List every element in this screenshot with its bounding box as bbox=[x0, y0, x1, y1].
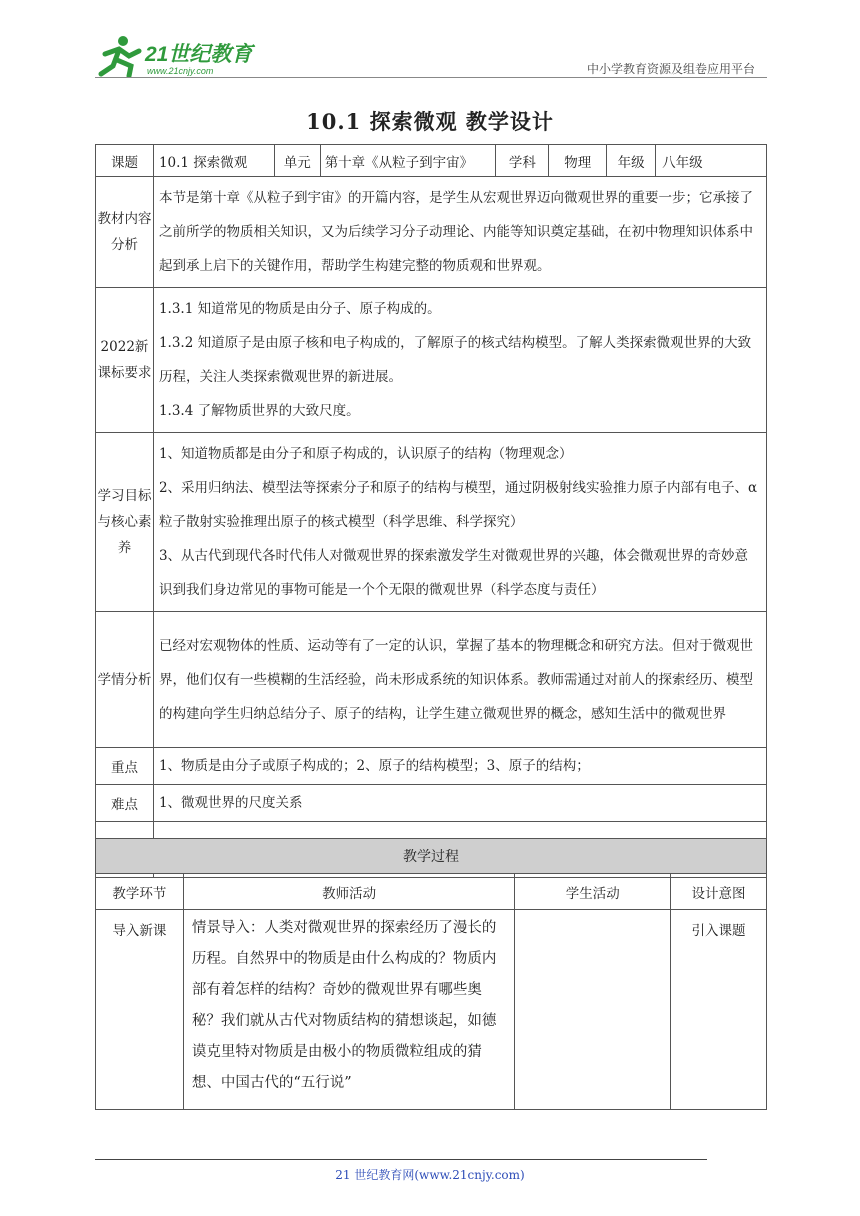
key-points-row bbox=[96, 748, 767, 785]
key-points-label: 重点 bbox=[96, 748, 154, 785]
objective-item: 2、采用归纳法、模型法等探索分子和原子的结构与模型，通过阴极射线实验推力原子内部有电子、α粒子散射实验推理出原子的核式模型（科学思维、科学探究） bbox=[158, 480, 758, 530]
standards-label: 2022新课标要求 bbox=[96, 288, 154, 433]
grade-label: 年级 bbox=[607, 145, 656, 177]
difficulties-label: 难点 bbox=[96, 785, 154, 822]
material-analysis-label: 教材内容分析 bbox=[96, 177, 154, 288]
column-header: 学生活动 bbox=[515, 874, 671, 910]
material-analysis-row bbox=[96, 177, 767, 288]
logo-text: 21世纪教育 bbox=[145, 43, 253, 66]
difficulties-row bbox=[96, 785, 767, 822]
objectives-label: 学习目标与核心素养 bbox=[96, 433, 154, 612]
learner-text: 已经对宏观物体的性质、运动等有了一定的认识，掌握了基本的物理概念和研究方法。但对于微观世界，他们仅有一些模糊的生活经验，尚未形成系统的知识体系。教师需通过对前人的探索经历、模型的构建向学生归纳总结分子、原子的结构，让学生建立微观世界的概念，感知生活中的微观世界 bbox=[153, 612, 766, 748]
student-activity-cell bbox=[515, 910, 671, 1110]
process-header-row bbox=[96, 874, 767, 910]
table-row bbox=[96, 910, 767, 1110]
unit-label: 单元 bbox=[274, 145, 320, 177]
page-title: 10.1 探索微观 教学设计 bbox=[306, 109, 554, 134]
topic-label: 课题 bbox=[96, 145, 154, 177]
column-header: 教学环节 bbox=[96, 874, 184, 910]
footer-link[interactable]: 21 世纪教育网(www.21cnjy.com) bbox=[335, 1168, 525, 1182]
design-intent-cell: 引入课题 bbox=[671, 910, 767, 1110]
process-section-row bbox=[96, 839, 767, 874]
column-header: 教师活动 bbox=[183, 874, 515, 910]
process-section-title: 教学过程 bbox=[96, 839, 767, 874]
standard-item: 1.3.2 知道原子是由原子核和电子构成的，了解原子的核式结构模型。了解人类探索微观世界的大致历程，关注人类探索微观世界的新进展。 bbox=[158, 335, 752, 385]
logo-url: www.21cnjy.com bbox=[147, 66, 214, 76]
subject-value: 物理 bbox=[549, 145, 607, 177]
objectives-content bbox=[153, 433, 766, 612]
subject-label: 学科 bbox=[496, 145, 549, 177]
unit-value: 第十章《从粒子到宇宙》 bbox=[320, 145, 496, 177]
teacher-activity-cell: 情景导入：人类对微观世界的探索经历了漫长的历程。自然界中的物质是由什么构成的？物质内部有着怎样的结构？奇妙的微观世界有哪些奥秘？我们就从古代对物质结构的猜想谈起，如德谟克里特对物质是由极小的物质微粒组成的猜想、中国古代的“五行说” bbox=[183, 910, 515, 1110]
objectives-row bbox=[96, 433, 767, 612]
key-points-text: 1、物质是由分子或原子构成的；2、原子的结构模型；3、原子的结构； bbox=[153, 748, 766, 785]
topic-value: 10.1 探索微观 bbox=[153, 145, 274, 177]
learner-label: 学情分析 bbox=[96, 612, 154, 748]
teaching-process-table bbox=[95, 838, 767, 1110]
difficulties-text: 1、微观世界的尺度关系 bbox=[153, 785, 766, 822]
site-logo[interactable] bbox=[95, 34, 265, 78]
lesson-info-table bbox=[95, 144, 767, 878]
stage-cell: 导入新课 bbox=[96, 910, 184, 1110]
column-header: 设计意图 bbox=[671, 874, 767, 910]
page-header bbox=[95, 30, 767, 80]
standard-item: 1.3.4 了解物质世界的大致尺度。 bbox=[158, 403, 360, 419]
runner-icon bbox=[101, 36, 139, 76]
objective-item: 3、从古代到现代各时代伟人对微观世界的探索激发学生对微观世界的兴趣，体会微观世界的奇妙意识到我们身边常见的事物可能是一个个无限的微观世界（科学态度与责任） bbox=[158, 548, 749, 598]
objective-item: 1、知道物质都是由分子和原子构成的，认识原子的结构（物理观念） bbox=[158, 446, 573, 462]
footer-divider bbox=[95, 1159, 707, 1160]
standard-item: 1.3.1 知道常见的物质是由分子、原子构成的。 bbox=[158, 301, 441, 317]
learner-row bbox=[96, 612, 767, 748]
standards-row bbox=[96, 288, 767, 433]
grade-value: 八年级 bbox=[656, 145, 767, 177]
platform-name: 中小学教育资源及组卷应用平台 bbox=[586, 62, 755, 76]
material-analysis-text: 本节是第十章《从粒子到宇宙》的开篇内容，是学生从宏观世界迈向微观世界的重要一步；它承接了之前所学的物质相关知识，又为后续学习分子动理论、内能等知识奠定基础，在初中物理知识体系中起到承上启下的关键作用，帮助学生构建完整的物质观和世界观。 bbox=[153, 177, 766, 288]
standards-content bbox=[153, 288, 766, 433]
info-row bbox=[96, 145, 767, 177]
header-divider bbox=[95, 77, 767, 78]
